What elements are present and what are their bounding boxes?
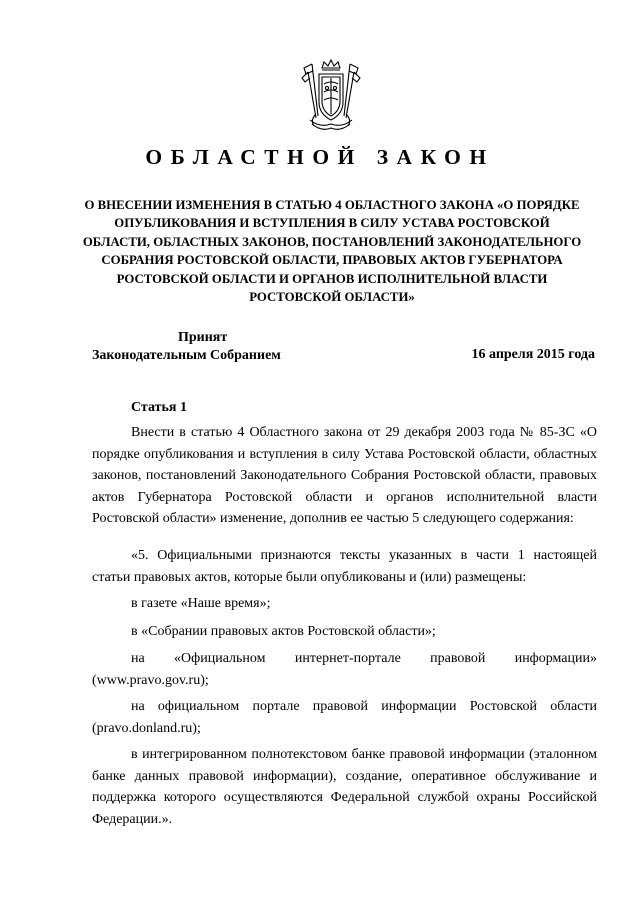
list-item: в интегрированном полнотекстовом банке правовой информации (эталонном банке данных правовой информации), создание, оперативное обслуживание и поддержка которого осуществляются Федеральной службой охраны Российской Федерации.». (92, 747, 597, 827)
article-title: Статья 1 (131, 400, 187, 415)
document-type: ОБЛАСТНОЙ ЗАКОН (145, 145, 495, 169)
adopted-label: Принят (178, 330, 228, 345)
adoption-block (92, 329, 281, 364)
coat-of-arms-icon (300, 58, 362, 134)
list-item: на «Официальном интернет-портале правовой информации» (131, 651, 597, 666)
list-item-continuation: (pravo.donland.ru); (92, 721, 201, 736)
article-intro: Внести в статью 4 Областного закона от 29 декабря 2003 года № 85-ЗС «О порядке опубликования и вступления в силу Устава Ростовской области, областных законов, постановлений Законодательного Собрания Ростовской области, правовых актов Губернатора Ростовской области и органов исполнительной власти Ростовской области» изменение, дополнив ее частью 5 следующего содержания: (92, 425, 597, 527)
list-item: в «Собрании правовых актов Ростовской области»; (131, 624, 436, 639)
list-item: на официальном портале правовой информации Ростовской области (131, 699, 597, 714)
article-quote: «5. Официальными признаются тексты указанных в части 1 настоящей статьи правовых актов, которые были опубликованы и (или) размещены: (92, 548, 597, 585)
adoption-date: 16 апреля 2015 года (471, 347, 595, 362)
adopted-by: Законодательным Собранием (92, 347, 281, 363)
list-item-continuation: (www.pravo.gov.ru); (92, 673, 209, 688)
law-title: О ВНЕСЕНИИ ИЗМЕНЕНИЯ В СТАТЬЮ 4 ОБЛАСТНОГО ЗАКОНА «О ПОРЯДКЕ ОПУБЛИКОВАНИЯ И ВСТУПЛЕНИЯ В СИЛУ УСТАВА РОСТОВСКОЙ ОБЛАСТИ, ОБЛАСТНЫХ ЗАКОНОВ, ПОСТАНОВЛЕНИЙ ЗАКОНОДАТЕЛЬНОГО СОБРАНИЯ РОСТОВСКОЙ ОБЛАСТИ, ПРАВОВЫХ АКТОВ ГУБЕРНАТОРА РОСТОВСКОЙ ОБЛАСТИ И ОРГАНОВ ИСПОЛНИТЕЛЬНОЙ ВЛАСТИ РОСТОВСКОЙ ОБЛАСТИ» (82, 198, 582, 305)
list-item: в газете «Наше время»; (131, 596, 271, 611)
